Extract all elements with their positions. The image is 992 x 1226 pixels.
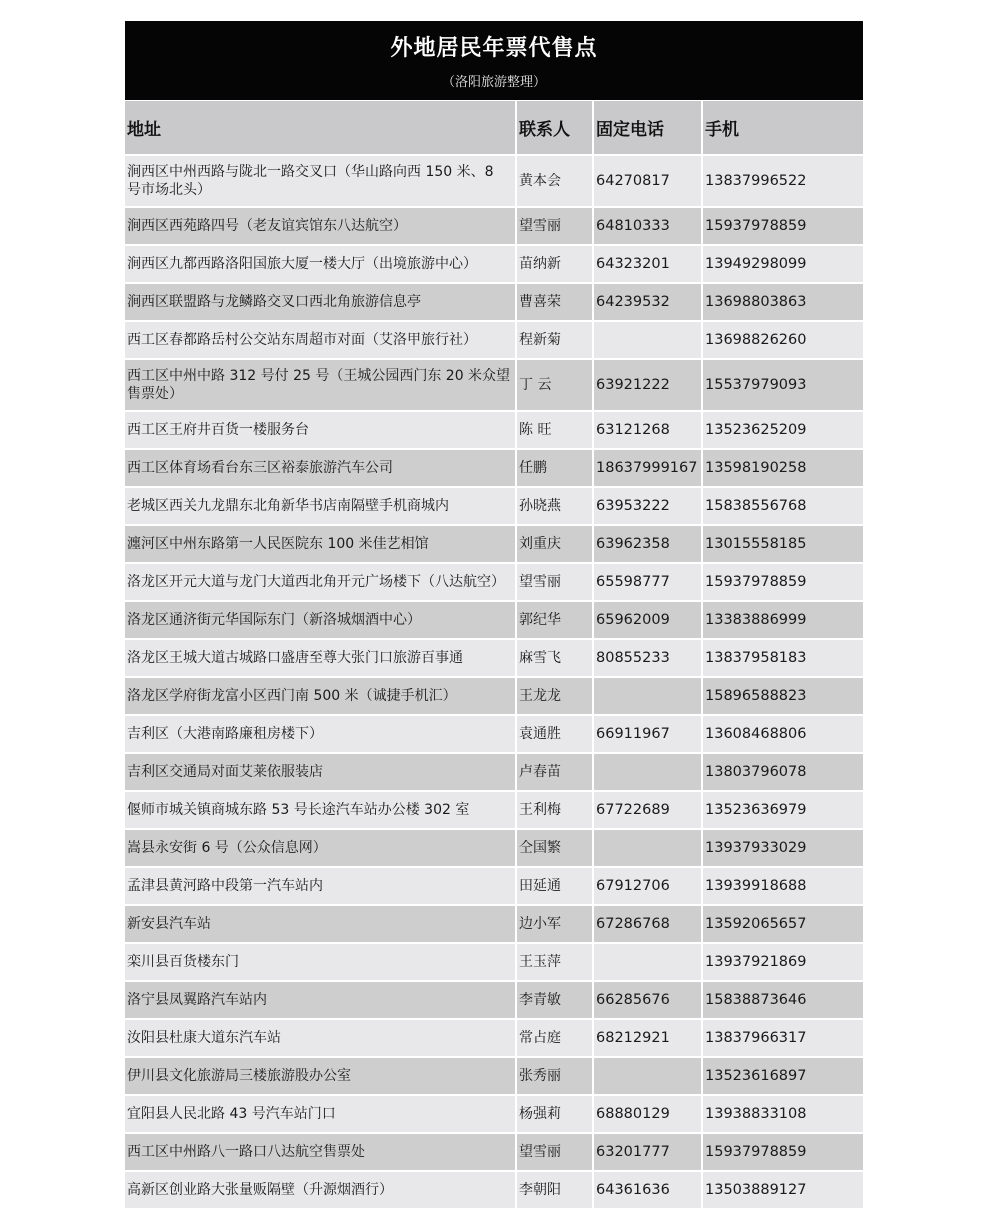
cell-address: 洛龙区学府街龙富小区西门南 500 米（诚捷手机汇） [125, 676, 517, 714]
table-row [125, 1094, 863, 1132]
cell-phone: 67912706 [594, 866, 703, 904]
table-header-row [125, 100, 863, 154]
cell-mobile: 13015558185 [703, 524, 863, 562]
cell-address: 瀍河区中州东路第一人民医院东 100 米佳艺相馆 [125, 524, 517, 562]
cell-phone: 67286768 [594, 904, 703, 942]
cell-phone [594, 676, 703, 714]
cell-phone: 63921222 [594, 358, 703, 410]
table-row [125, 524, 863, 562]
cell-address: 涧西区九都西路洛阳国旅大厦一楼大厅（出境旅游中心） [125, 244, 517, 282]
cell-mobile: 13837996522 [703, 154, 863, 206]
ticket-outlets-document [125, 21, 863, 1208]
cell-contact: 常占庭 [517, 1018, 594, 1056]
table-row [125, 1170, 863, 1208]
cell-mobile: 15937978859 [703, 1132, 863, 1170]
cell-phone: 67722689 [594, 790, 703, 828]
table-row [125, 600, 863, 638]
column-header-contact: 联系人 [517, 100, 594, 154]
cell-mobile: 13938833108 [703, 1094, 863, 1132]
cell-contact: 边小军 [517, 904, 594, 942]
cell-address: 伊川县文化旅游局三楼旅游股办公室 [125, 1056, 517, 1094]
cell-address: 吉利区交通局对面艾莱依服装店 [125, 752, 517, 790]
table-row [125, 320, 863, 358]
cell-contact: 张秀丽 [517, 1056, 594, 1094]
cell-address: 洛龙区开元大道与龙门大道西北角开元广场楼下（八达航空） [125, 562, 517, 600]
table-row [125, 410, 863, 448]
cell-phone: 63962358 [594, 524, 703, 562]
page-title: 外地居民年票代售点 [390, 36, 598, 61]
cell-address: 嵩县永安街 6 号（公众信息网） [125, 828, 517, 866]
cell-phone [594, 320, 703, 358]
table-row [125, 358, 863, 410]
cell-contact: 杨强莉 [517, 1094, 594, 1132]
cell-address: 偃师市城关镇商城东路 53 号长途汽车站办公楼 302 室 [125, 790, 517, 828]
cell-address: 吉利区（大港南路廉租房楼下） [125, 714, 517, 752]
table-row [125, 714, 863, 752]
cell-phone [594, 1056, 703, 1094]
cell-phone: 63121268 [594, 410, 703, 448]
table-row [125, 676, 863, 714]
column-header-mobile: 手机 [703, 100, 863, 154]
table-row [125, 244, 863, 282]
cell-contact: 望雪丽 [517, 562, 594, 600]
table-row [125, 562, 863, 600]
cell-contact: 王利梅 [517, 790, 594, 828]
cell-contact: 刘重庆 [517, 524, 594, 562]
cell-address: 洛龙区王城大道古城路口盛唐至尊大张门口旅游百事通 [125, 638, 517, 676]
cell-phone: 65962009 [594, 600, 703, 638]
table-row [125, 1018, 863, 1056]
table-row [125, 828, 863, 866]
cell-address: 涧西区西苑路四号（老友谊宾馆东八达航空） [125, 206, 517, 244]
cell-phone: 63953222 [594, 486, 703, 524]
cell-mobile: 13698803863 [703, 282, 863, 320]
cell-mobile: 15937978859 [703, 206, 863, 244]
cell-phone: 64361636 [594, 1170, 703, 1208]
cell-contact: 望雪丽 [517, 1132, 594, 1170]
cell-contact: 袁通胜 [517, 714, 594, 752]
cell-phone: 64270817 [594, 154, 703, 206]
cell-phone: 66911967 [594, 714, 703, 752]
table-body [125, 154, 863, 1208]
cell-address: 西工区中州路八一路口八达航空售票处 [125, 1132, 517, 1170]
page-subtitle: （洛阳旅游整理） [441, 75, 546, 90]
cell-address: 老城区西关九龙鼎东北角新华书店南隔壁手机商城内 [125, 486, 517, 524]
cell-address: 西工区体育场看台东三区裕泰旅游汽车公司 [125, 448, 517, 486]
cell-address: 涧西区联盟路与龙鳞路交叉口西北角旅游信息亭 [125, 282, 517, 320]
table-row [125, 486, 863, 524]
cell-phone: 68212921 [594, 1018, 703, 1056]
cell-contact: 任鹏 [517, 448, 594, 486]
table-row [125, 752, 863, 790]
column-header-phone: 固定电话 [594, 100, 703, 154]
table-row [125, 206, 863, 244]
cell-address: 栾川县百货楼东门 [125, 942, 517, 980]
cell-contact: 陈 旺 [517, 410, 594, 448]
cell-mobile: 13939918688 [703, 866, 863, 904]
column-header-address: 地址 [125, 100, 517, 154]
cell-address: 西工区王府井百货一楼服务台 [125, 410, 517, 448]
cell-contact: 程新菊 [517, 320, 594, 358]
cell-contact: 黄本会 [517, 154, 594, 206]
cell-address: 孟津县黄河路中段第一汽车站内 [125, 866, 517, 904]
cell-phone [594, 942, 703, 980]
cell-address: 西工区春都路岳村公交站东周超市对面（艾洛甲旅行社） [125, 320, 517, 358]
table-row [125, 1132, 863, 1170]
cell-mobile: 13523636979 [703, 790, 863, 828]
cell-contact: 仝国繁 [517, 828, 594, 866]
cell-mobile: 13937933029 [703, 828, 863, 866]
cell-contact: 丁 云 [517, 358, 594, 410]
cell-mobile: 13837966317 [703, 1018, 863, 1056]
cell-contact: 王龙龙 [517, 676, 594, 714]
outlets-table [125, 100, 863, 1208]
cell-contact: 李朝阳 [517, 1170, 594, 1208]
cell-phone: 80855233 [594, 638, 703, 676]
table-row [125, 154, 863, 206]
cell-contact: 郭纪华 [517, 600, 594, 638]
cell-mobile: 13523616897 [703, 1056, 863, 1094]
table-row [125, 1056, 863, 1094]
cell-phone: 64239532 [594, 282, 703, 320]
cell-mobile: 13383886999 [703, 600, 863, 638]
cell-contact: 李青敏 [517, 980, 594, 1018]
cell-phone: 65598777 [594, 562, 703, 600]
cell-contact: 田延通 [517, 866, 594, 904]
cell-mobile: 15937978859 [703, 562, 863, 600]
table-row [125, 980, 863, 1018]
cell-address: 高新区创业路大张量贩隔壁（升源烟酒行） [125, 1170, 517, 1208]
cell-mobile: 13592065657 [703, 904, 863, 942]
cell-phone: 18637999167 [594, 448, 703, 486]
cell-mobile: 13937921869 [703, 942, 863, 980]
cell-phone [594, 828, 703, 866]
cell-address: 汝阳县杜康大道东汽车站 [125, 1018, 517, 1056]
cell-address: 洛宁县凤翼路汽车站内 [125, 980, 517, 1018]
cell-address: 西工区中州中路 312 号付 25 号（王城公园西门东 20 米众望售票处） [125, 358, 517, 410]
table-row [125, 448, 863, 486]
cell-contact: 孙晓燕 [517, 486, 594, 524]
cell-contact: 王玉萍 [517, 942, 594, 980]
cell-contact: 望雪丽 [517, 206, 594, 244]
cell-mobile: 15896588823 [703, 676, 863, 714]
table-row [125, 638, 863, 676]
cell-mobile: 13803796078 [703, 752, 863, 790]
cell-mobile: 13949298099 [703, 244, 863, 282]
cell-contact: 卢春苗 [517, 752, 594, 790]
cell-mobile: 13608468806 [703, 714, 863, 752]
cell-address: 涧西区中州西路与陇北一路交叉口（华山路向西 150 米、8 号市场北头） [125, 154, 517, 206]
cell-phone: 63201777 [594, 1132, 703, 1170]
cell-mobile: 15838556768 [703, 486, 863, 524]
cell-contact: 麻雪飞 [517, 638, 594, 676]
table-row [125, 942, 863, 980]
cell-phone: 66285676 [594, 980, 703, 1018]
cell-phone: 64323201 [594, 244, 703, 282]
cell-mobile: 13523625209 [703, 410, 863, 448]
cell-mobile: 15537979093 [703, 358, 863, 410]
cell-mobile: 13598190258 [703, 448, 863, 486]
cell-address: 洛龙区通济街元华国际东门（新洛城烟酒中心） [125, 600, 517, 638]
table-row [125, 282, 863, 320]
cell-mobile: 13698826260 [703, 320, 863, 358]
cell-address: 新安县汽车站 [125, 904, 517, 942]
cell-phone: 68880129 [594, 1094, 703, 1132]
cell-address: 宜阳县人民北路 43 号汽车站门口 [125, 1094, 517, 1132]
cell-mobile: 13503889127 [703, 1170, 863, 1208]
cell-contact: 曹喜荣 [517, 282, 594, 320]
cell-contact: 苗纳新 [517, 244, 594, 282]
cell-phone: 64810333 [594, 206, 703, 244]
title-banner [125, 21, 863, 100]
table-row [125, 790, 863, 828]
cell-phone [594, 752, 703, 790]
table-row [125, 866, 863, 904]
cell-mobile: 13837958183 [703, 638, 863, 676]
cell-mobile: 15838873646 [703, 980, 863, 1018]
table-row [125, 904, 863, 942]
